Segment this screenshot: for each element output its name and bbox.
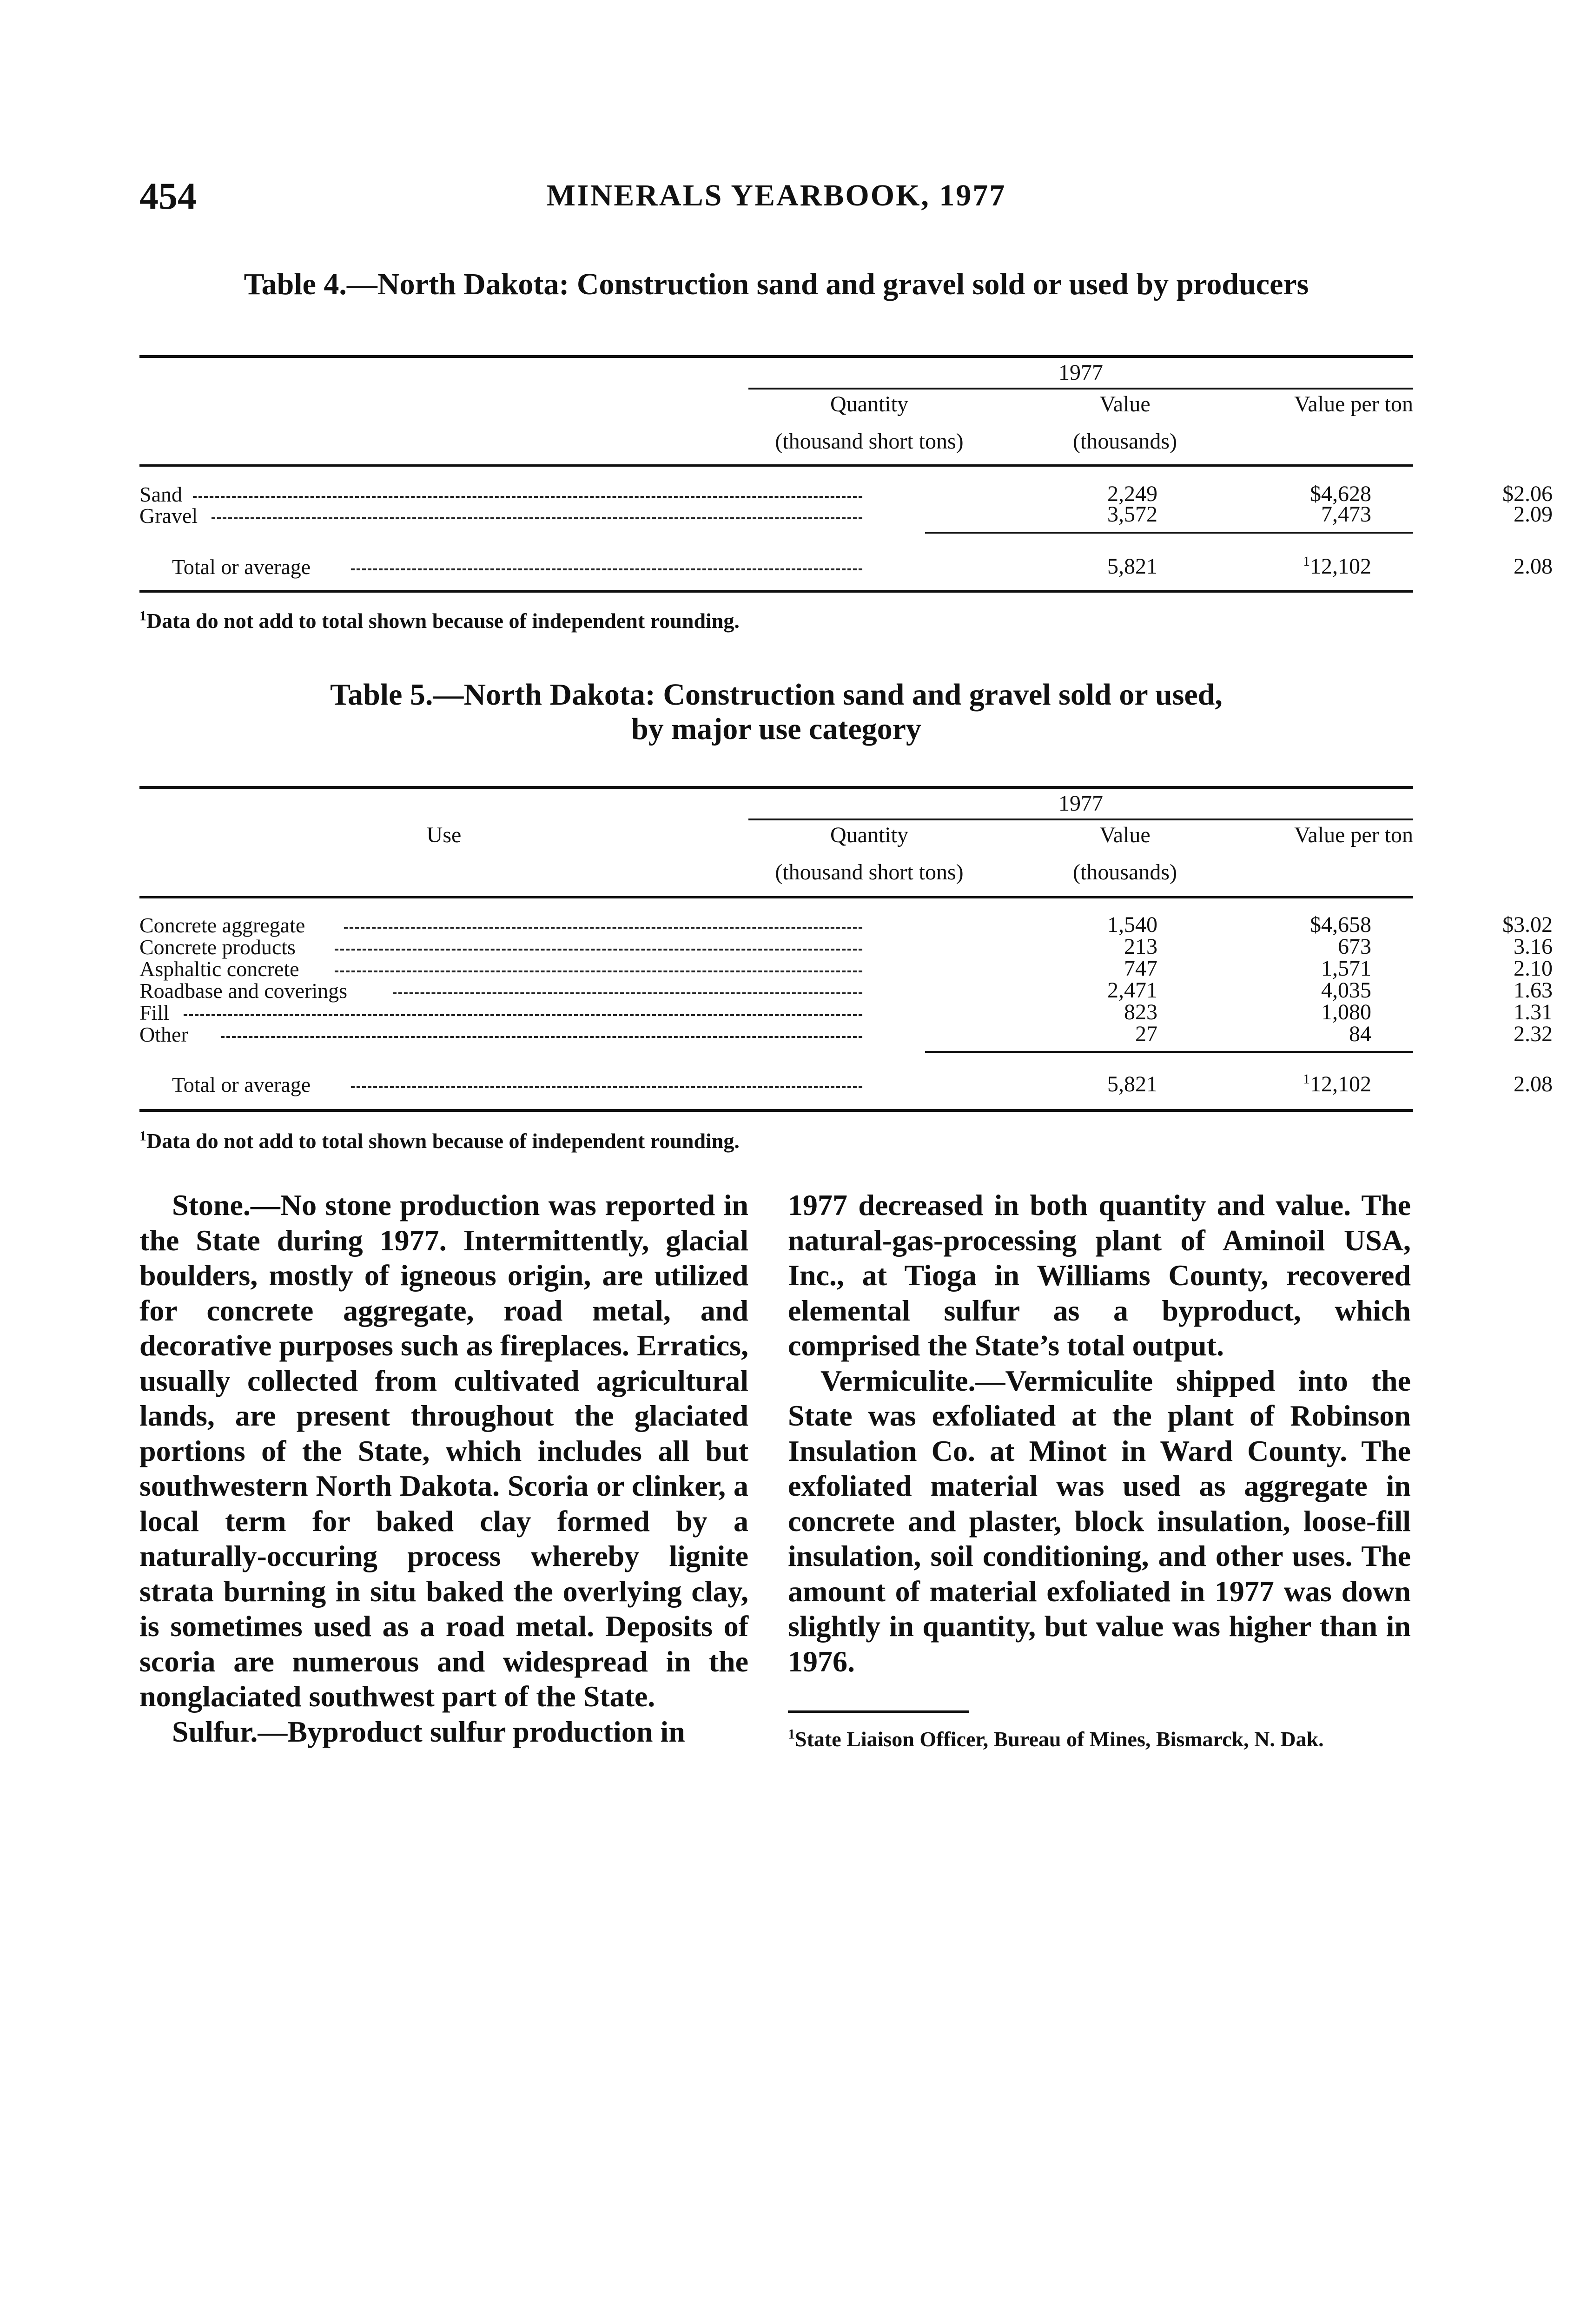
- leader-dots: [393, 992, 862, 994]
- table-5-row-label: Concrete products: [139, 935, 296, 959]
- table-4-bottom-rule: [139, 590, 1413, 593]
- leader-dots: [184, 1014, 862, 1016]
- table-4-total-label: Total or average: [172, 555, 311, 579]
- table-5-col-quantity: Quantity: [830, 823, 908, 847]
- table-4-col-quantity-unit: (thousand short tons): [775, 429, 964, 454]
- author-footnote: $^1$State Liaison Officer, Bureau of Mines, Bismarck, N. Dak.: [788, 1726, 1324, 1751]
- table-5-cell-quantity: 1,540: [1107, 912, 1157, 937]
- table-5-top-rule: [139, 786, 1413, 789]
- table-4-col-quantity: Quantity: [830, 392, 908, 416]
- table-4-header-rule: [139, 464, 1413, 467]
- table-5: [139, 678, 1553, 1202]
- table-4-total-per-ton: 2.08: [1514, 554, 1553, 579]
- table-5-col-value-unit: (thousands): [1073, 860, 1177, 885]
- table-5-caption-line-1: Table 5.—North Dakota: Construction sand and gravel sold or used,: [330, 678, 1223, 712]
- table-5-row-label: Other: [139, 1023, 188, 1046]
- table-5-cell-quantity: 213: [1124, 934, 1157, 959]
- paragraph-sulfur-continued: 1977 decreased in both quantity and value. The natural-gas-processing plant of Aminoil USA, Inc., at Tioga in Williams County, recovered elemental sulfur as a byproduct, which comprised the State’s total output.: [788, 1188, 1411, 1362]
- table-5-row-label: Concrete aggregate: [139, 913, 305, 937]
- paragraph-stone: [139, 1188, 748, 1714]
- table-5-total-value: $^1$12,102: [1303, 1071, 1371, 1096]
- table-4-cell-value: 7,473: [1321, 502, 1371, 527]
- paragraph-text: Vermiculite shipped into the State was exfoliated at the plant of Robinson Insulation Co. at Minot in Ward County. The exfoliated material was used as aggregate in concrete and plaster, block insulation, loose-fill insulation, soil conditioning, and other uses. The amount of material exfoliated in 1977 was down slightly in quantity, but value was higher than in 1976.: [788, 1364, 1411, 1678]
- table-5-cell-quantity: 747: [1124, 956, 1157, 981]
- table-5-col-per-ton: Value per ton: [1294, 823, 1413, 847]
- paragraph-sulfur: [139, 1714, 748, 1750]
- table-5-col-quantity-unit: (thousand short tons): [775, 860, 964, 885]
- footnote-rule: [788, 1710, 969, 1713]
- running-head: [139, 174, 1413, 221]
- table-4-grid: [139, 302, 1553, 636]
- section-heading-stone: Stone.—: [172, 1188, 280, 1221]
- table-4-year-rule: [748, 388, 1413, 390]
- body-left-column: [139, 1188, 748, 1749]
- table-5-cell-value: 673: [1338, 934, 1371, 959]
- table-5-cell-value: 1,080: [1321, 1000, 1371, 1024]
- table-5-cell-per-ton: 1.31: [1514, 1000, 1553, 1024]
- table-5-caption-line-2: by major use category: [631, 712, 921, 746]
- table-5-footnote: $^1$Data do not add to total shown because of independent rounding.: [139, 1128, 740, 1153]
- table-5-col-value: Value: [1099, 823, 1151, 847]
- section-heading-sulfur: Sulfur.—: [172, 1715, 288, 1748]
- table-4-col-per-ton: Value per ton: [1294, 392, 1413, 416]
- table-4-total-quantity: 5,821: [1107, 554, 1157, 579]
- table-5-row-label: Fill: [139, 1001, 169, 1024]
- table-4-cell-per-ton: $2.06: [1502, 482, 1553, 506]
- table-4-footnote: $^1$Data do not add to total shown because of independent rounding.: [139, 608, 740, 633]
- table-5-header-rule: [139, 896, 1413, 898]
- leader-dots: [212, 517, 862, 519]
- table-5-cell-quantity: 27: [1135, 1022, 1157, 1046]
- leader-dots: [351, 1086, 862, 1088]
- table-5-cell-value: 1,571: [1321, 956, 1371, 981]
- body-right-column: [788, 1188, 1411, 1679]
- table-5-row-label: Asphaltic concrete: [139, 957, 299, 981]
- table-4-row-label: Gravel: [139, 504, 198, 528]
- table-5-row-label: Roadbase and coverings: [139, 979, 348, 1003]
- table-4-cell-value: $4,628: [1310, 482, 1371, 506]
- table-5-cell-quantity: 823: [1124, 1000, 1157, 1024]
- table-4: [139, 267, 1553, 636]
- table-4-cell-quantity: 3,572: [1107, 502, 1157, 527]
- table-5-cell-value: $4,658: [1310, 912, 1371, 937]
- paragraph-text: Byproduct sulfur production in: [287, 1715, 685, 1748]
- table-5-cell-quantity: 2,471: [1107, 978, 1157, 1003]
- table-5-cell-value: 84: [1349, 1022, 1371, 1046]
- page-number: 454: [139, 175, 197, 217]
- table-4-col-value-unit: (thousands): [1073, 429, 1177, 454]
- leader-dots: [335, 949, 862, 951]
- table-5-total-quantity: 5,821: [1107, 1072, 1157, 1096]
- table-5-grid: [139, 746, 1553, 1202]
- leader-dots: [344, 927, 862, 929]
- table-5-bottom-rule: [139, 1109, 1413, 1112]
- table-5-cell-value: 4,035: [1321, 978, 1371, 1003]
- leader-dots: [335, 971, 862, 972]
- table-4-cell-per-ton: 2.09: [1514, 502, 1553, 527]
- table-5-cell-per-ton: 2.32: [1514, 1022, 1553, 1046]
- table-5-cell-per-ton: $3.02: [1502, 912, 1553, 937]
- table-4-row-label: Sand: [139, 482, 182, 506]
- table-5-total-per-ton: 2.08: [1514, 1072, 1553, 1096]
- leader-dots: [193, 496, 862, 498]
- table-4-year-header: 1977: [1058, 360, 1103, 385]
- table-5-cell-per-ton: 1.63: [1514, 978, 1553, 1003]
- leader-dots: [351, 568, 862, 570]
- table-4-top-rule: [139, 355, 1413, 358]
- table-5-total-rule: [925, 1051, 1413, 1053]
- paragraph-vermiculite: [788, 1363, 1411, 1679]
- table-5-year-header: 1977: [1058, 791, 1103, 816]
- table-4-total-value: $^1$12,102: [1303, 554, 1371, 579]
- table-4-cell-quantity: 2,249: [1107, 482, 1157, 506]
- publication-title: MINERALS YEARBOOK, 1977: [546, 178, 1006, 212]
- table-4-total-rule: [925, 532, 1413, 534]
- table-4-col-value: Value: [1099, 392, 1151, 416]
- table-5-total-label: Total or average: [172, 1073, 311, 1096]
- paragraph-text: No stone production was reported in the State during 1977. Intermittently, glacial boulders, mostly of igneous origin, are utilized for concrete aggregate, road metal, and decorative purposes such as fireplaces. Erratics, usually collected from cultivated agricultural lands, are present throughout the glaciated portions of the State, which includes all but southwestern North Dakota. Scoria or clinker, a local term for baked clay formed by a naturally-occuring process whereby lignite strata burning in situ baked the overlying clay, is sometimes used as a road metal. Deposits of scoria are numerous and widespread in the nonglaciated southwest part of the State.: [139, 1188, 748, 1713]
- table-4-caption: Table 4.—North Dakota: Construction sand and gravel sold or used by producers: [244, 267, 1309, 301]
- table-5-year-rule: [748, 819, 1413, 820]
- table-5-cell-per-ton: 3.16: [1514, 934, 1553, 959]
- leader-dots: [221, 1036, 862, 1038]
- table-5-cell-per-ton: 2.10: [1514, 956, 1553, 981]
- table-5-stub-header: Use: [426, 823, 462, 847]
- section-heading-vermiculite: Vermiculite.—: [820, 1364, 1005, 1397]
